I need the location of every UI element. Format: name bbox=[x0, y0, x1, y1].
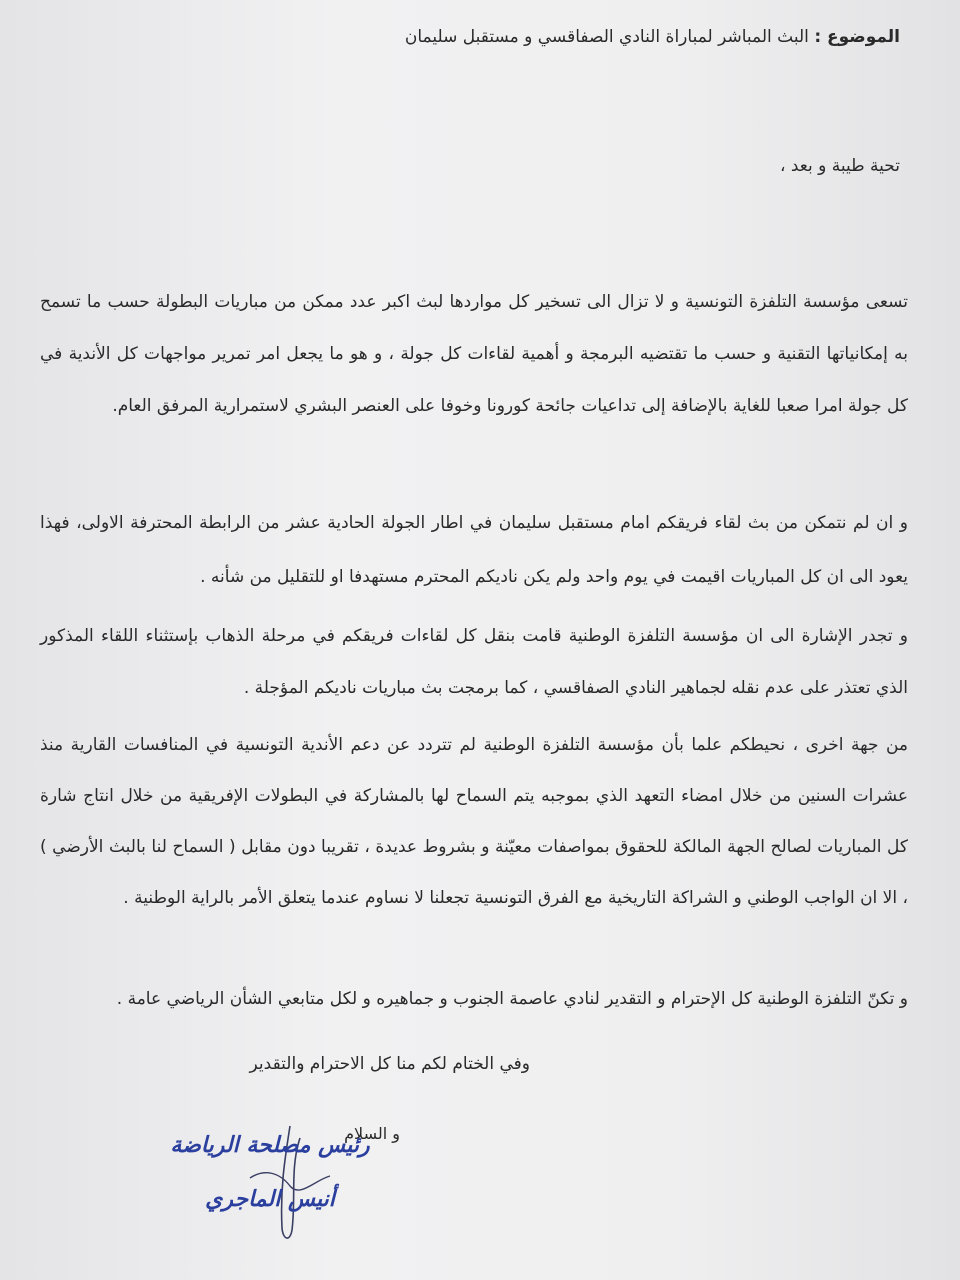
closing-line: وفي الختام لكم منا كل الاحترام والتقدير bbox=[249, 1054, 530, 1074]
letter-subject bbox=[200, 24, 900, 50]
paragraph-1: تسعى مؤسسة التلفزة التونسية و لا تزال الى تسخير كل مواردها لبث اكبر عدد ممكن من مباريات البطولة حسب ما تسمح به إمكانياتها التقنية و حسب ما تقتضيه البرمجة و أهمية لقاءات كل جولة ، و هو ما يجعل امر تمرير مواجهات كل الأندية في كل جولة امرا صعبا للغاية بالإضافة إلى تداعيات جائحة كورونا وخوفا على العنصر البشري لاستمرارية المرفق العام. bbox=[40, 292, 908, 416]
paragraph-4: من جهة اخرى ، نحيطكم علما بأن مؤسسة التلفزة الوطنية لم تتردد عن دعم الأندية التونسية في المنافسات القارية منذ عشرات السنين من خلال امضاء التعهد الذي بموجبه يتم السماح لها بالمشاركة في البطولات الإفريقية من خلال انتاج شارة كل المباريات لصالح الجهة المالكة للحقوق بمواصفات معيّنة و بشروط عديدة ، تقريبا دون مقابل ( السماح لنا بالبث الأرضي ) ، الا ان الواجب الوطني و الشراكة التاريخية مع الفرق التونسية تجعلنا لا نساوم عندما يتعلق الأمر بالراية الوطنية . bbox=[40, 735, 908, 908]
paragraph-5: و تكنّ التلفزة الوطنية كل الإحترام و التقدير لنادي عاصمة الجنوب و جماهيره و لكل متابعي الشأن الرياضي عامة . bbox=[116, 989, 908, 1009]
salutation: و السلام bbox=[344, 1124, 400, 1143]
paragraph-2: و ان لم نتمكن من بث لقاء فريقكم امام مستقبل سليمان في اطار الجولة الحادية عشر من الرابطة المحترفة الاولى، فهذا يعود الى ان كل المباريات اقيمت في يوم واحد ولم يكن ناديكم المحترم مستهدفا او للتقليل من شأنه . bbox=[40, 513, 908, 587]
subject-text: البث المباشر لمباراة النادي الصفاقسي و مستقبل سليمان bbox=[404, 27, 809, 47]
stamp-name: أنيس الماجري bbox=[205, 1186, 335, 1212]
signature-stamp bbox=[140, 1118, 400, 1248]
paragraph-3: و تجدر الإشارة الى ان مؤسسة التلفزة الوطنية قامت بنقل كل لقاءات فريقكم في مرحلة الذهاب بإستثناء اللقاء المذكور الذي تعتذر على عدم نقله لجماهير النادي الصفاقسي ، كما برمجت بث مباريات ناديكم المؤجلة . bbox=[40, 626, 908, 698]
greeting: تحية طيبة و بعد ، bbox=[779, 156, 900, 176]
subject-label: الموضوع : bbox=[814, 27, 900, 47]
stamp-title: رئيس مصلحة الرياضة bbox=[170, 1132, 370, 1158]
